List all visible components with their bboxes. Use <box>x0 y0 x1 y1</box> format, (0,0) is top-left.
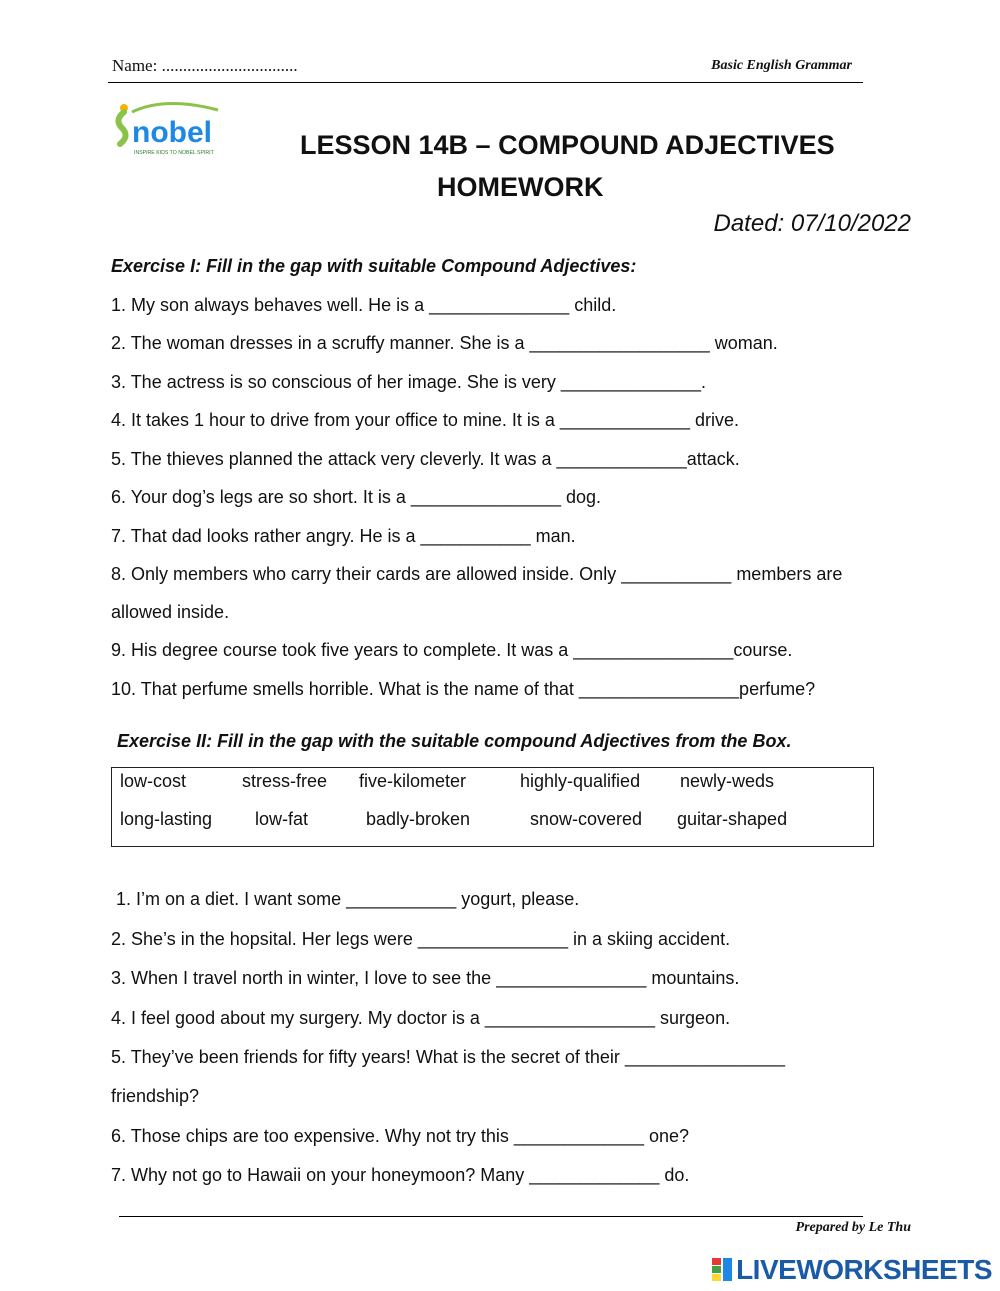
exercise2-item[interactable]: 6. Those chips are too expensive. Why not try this _____________ one? <box>111 1126 690 1146</box>
exercise1-item[interactable]: 4. It takes 1 hour to drive from your office to mine. It is a _____________ drive. <box>111 410 740 430</box>
lesson-title: LESSON 14B – COMPOUND ADJECTIVES <box>300 130 835 160</box>
footer-divider <box>119 1216 863 1217</box>
exercise2-heading: Exercise II: Fill in the gap with the suitable compound Adjectives from the Box. <box>117 731 792 751</box>
word-option: low-cost <box>120 771 187 791</box>
prepared-by: Prepared by Le Thu <box>795 1220 911 1235</box>
logo-tagline: INSPIRE KIDS TO NOBEL SPIRIT <box>134 150 214 156</box>
liveworksheets-icon <box>710 1256 736 1284</box>
exercise2-item[interactable]: 2. She’s in the hopsital. Her legs were _______________ in a skiing accident. <box>111 929 731 949</box>
exercise2-item[interactable]: 3. When I travel north in winter, I love to see the _______________ mountains. <box>111 968 740 988</box>
exercise1-item[interactable]: 3. The actress is so conscious of her image. She is very ______________. <box>111 372 707 392</box>
word-option: snow-covered <box>530 809 643 829</box>
exercise1-item[interactable]: 5. The thieves planned the attack very cleverly. It was a _____________attack. <box>111 449 740 469</box>
course-subject: Basic English Grammar <box>711 58 852 73</box>
exercise2-item[interactable]: 1. I’m on a diet. I want some ___________ yogurt, please. <box>116 889 580 909</box>
exercise2-item-continuation: friendship? <box>111 1086 200 1106</box>
exercise1-heading: Exercise I: Fill in the gap with suitable Compound Adjectives: <box>111 256 637 276</box>
word-option: long-lasting <box>120 809 213 829</box>
exercise1-item[interactable]: 7. That dad looks rather angry. He is a ___________ man. <box>111 526 576 546</box>
word-option: five-kilometer <box>359 771 467 791</box>
logo-wordmark: nobel <box>132 116 212 149</box>
exercise1-item[interactable]: 9. His degree course took five years to complete. It was a ________________course. <box>111 640 793 660</box>
exercise2-item[interactable]: 7. Why not go to Hawaii on your honeymoon? Many _____________ do. <box>111 1165 690 1185</box>
exercise2-item[interactable]: 4. I feel good about my surgery. My doctor is a _________________ surgeon. <box>111 1008 731 1028</box>
exercise1-item-continuation: allowed inside. <box>111 602 230 622</box>
liveworksheets-logo <box>710 1254 992 1286</box>
student-name-field: Name: ................................ <box>112 56 298 75</box>
exercise1-item[interactable]: 10. That perfume smells horrible. What is the name of that ________________perfume? <box>111 679 816 699</box>
exercise1-item[interactable]: 8. Only members who carry their cards are allowed inside. Only ___________ members are <box>111 564 843 584</box>
exercise1-item[interactable]: 1. My son always behaves well. He is a ______________ child. <box>111 295 617 315</box>
exercise1-item[interactable]: 2. The woman dresses in a scruffy manner. She is a __________________ woman. <box>111 333 778 353</box>
lesson-subtitle: HOMEWORK <box>437 172 604 202</box>
word-option: guitar-shaped <box>677 809 788 829</box>
nobel-logo <box>110 98 225 160</box>
liveworksheets-wordmark: LIVEWORKSHEETS <box>736 1254 992 1285</box>
word-option: highly-qualified <box>520 771 641 791</box>
word-option: low-fat <box>255 809 309 829</box>
word-option: stress-free <box>242 771 328 791</box>
exercise1-item[interactable]: 6. Your dog’s legs are so short. It is a _______________ dog. <box>111 487 602 507</box>
date-label: Dated: 07/10/2022 <box>713 210 911 237</box>
word-option: badly-broken <box>366 809 471 829</box>
word-box <box>111 767 874 847</box>
header-divider <box>108 82 863 83</box>
word-option: newly-weds <box>680 771 775 791</box>
exercise2-item[interactable]: 5. They’ve been friends for fifty years! What is the secret of their ________________ <box>111 1047 786 1067</box>
